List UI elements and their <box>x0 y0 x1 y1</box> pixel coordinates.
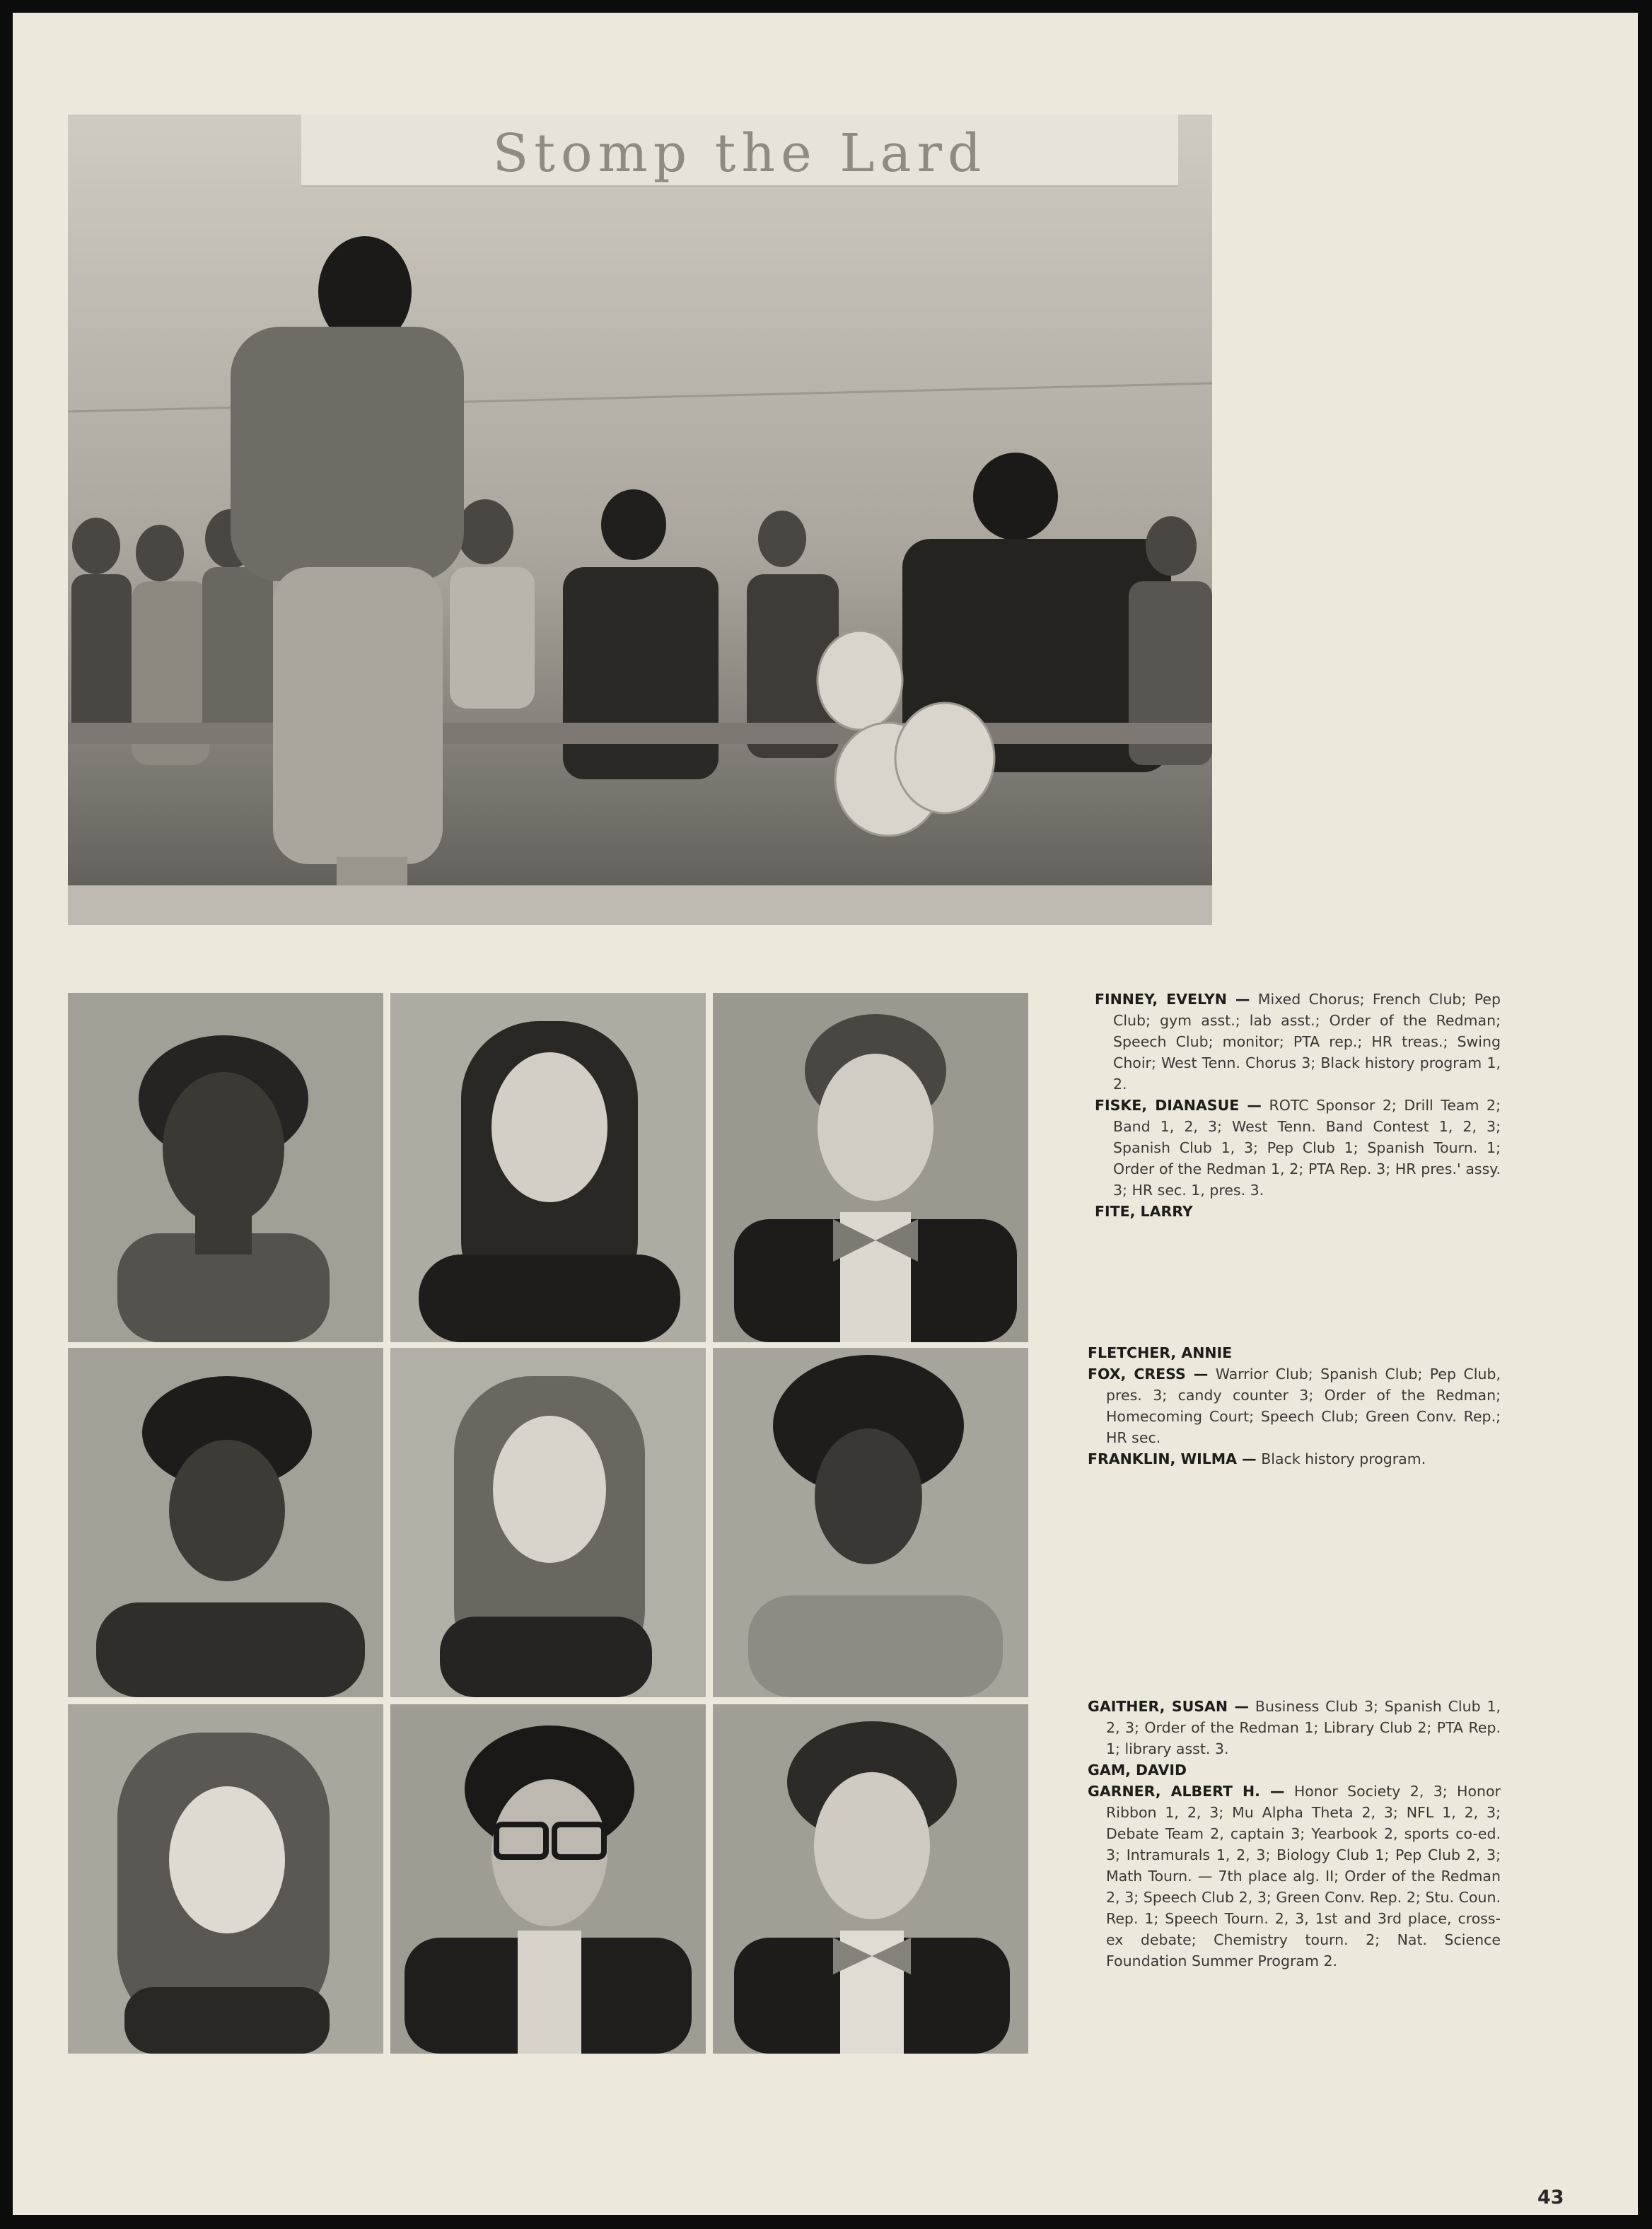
page-number: 43 <box>1537 2187 1564 2208</box>
yearbook-page <box>13 13 1638 2215</box>
portrait-fletcher-annie <box>68 1348 383 1697</box>
portrait-finney-evelyn <box>68 993 383 1342</box>
portrait-franklin-wilma <box>713 1348 1028 1697</box>
crowd-silhouettes-icon <box>68 115 1212 925</box>
bio-entry: GAITHER, SUSAN — Business Club 3; Spanish Club 1, 2, 3; Order of the Redman 1; Library Club 2; PTA Rep. 1; library asst. 3. <box>1088 1698 1501 1757</box>
bio-entry: FLETCHER, ANNIE <box>1088 1344 1233 1361</box>
portrait-garner-albert <box>713 1704 1028 2054</box>
bio-entry: FINNEY, EVELYN — Mixed Chorus; French Club; Pep Club; gym asst.; lab asst.; Order of the Redman; Speech Club; monitor; PTA rep.; HR treas.; Swing Choir; West Tenn. Chorus 3; Black history program 1, 2. <box>1095 991 1501 1093</box>
bio-group-f2 <box>1088 1342 1501 1469</box>
bio-group-g <box>1088 1696 1501 1972</box>
bio-entry: FITE, LARRY <box>1095 1203 1193 1220</box>
gym-banner: Stomp the Lard <box>301 115 1178 187</box>
bio-entry: GAM, DAVID <box>1088 1762 1187 1779</box>
bio-entry: FISKE, DIANASUE — ROTC Sponsor 2; Drill Team 2; Band 1, 2, 3; West Tenn. Band Contest 1, 2, 3; Spanish Club 1, 3; Pep Club 1; Spanish Tourn. 1; Order of the Redman 1, 2; PTA Rep. 3; HR pres.' assy. 3; HR sec. 1, pres. 3. <box>1095 1097 1501 1199</box>
bio-entry: GARNER, ALBERT H. — Honor Society 2, 3; Honor Ribbon 1, 2, 3; Mu Alpha Theta 2, 3; NFL 1, 2, 3; Debate Team 2, captain 3; Yearbook 2, sports co-ed. 3; Intramurals 1, 2, 3; Biology Club 1; Pep Club 2, 3; Math Tourn. — 7th place alg. II; Order of the Redman 2, 3; Speech Club 2, 3; Green Conv. Rep. 2; Stu. Coun. Rep. 1; Speech Tourn. 2, 3, 1st and 3rd place, cross-ex debate; Chemistry tourn. 2; Nat. Science Foundation Summer Program 2. <box>1088 1783 1501 1969</box>
portrait-fiske-dianasue <box>390 993 706 1342</box>
portrait-fox-cress <box>390 1348 706 1697</box>
bio-entry: FOX, CRESS — Warrior Club; Spanish Club; Pep Club, pres. 3; candy counter 3; Order of the Redman; Homecoming Court; Speech Club; Green Conv. Rep.; HR sec. <box>1088 1366 1501 1446</box>
portrait-gaither-susan <box>68 1704 383 2054</box>
portrait-gam-david <box>390 1704 706 2054</box>
bio-group-f1 <box>1095 989 1501 1222</box>
portrait-fite-larry <box>713 993 1028 1342</box>
assembly-photo <box>68 115 1212 925</box>
bio-entry: FRANKLIN, WILMA — Black history program. <box>1088 1450 1426 1467</box>
